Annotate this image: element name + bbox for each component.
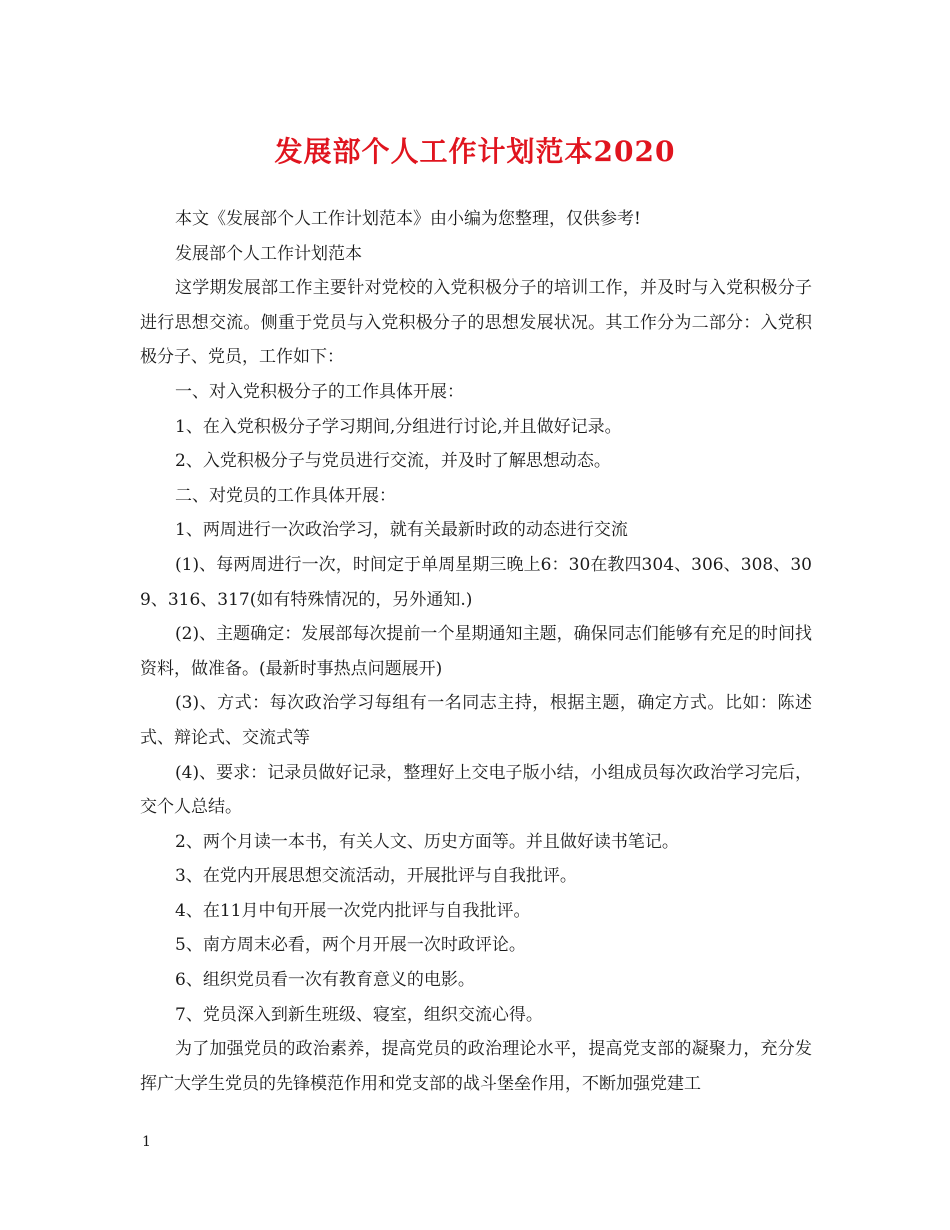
paragraph-section-one-heading: 一、对入党积极分子的工作具体开展： (175, 381, 464, 402)
paragraph-subitem: (3)、方式：每次政治学习每组有一名同志主持，根据主题，确定方式。比如：陈述式、辩论式、交流式等 (140, 693, 812, 748)
paragraph-item: 5、南方周末必看，两个月开展一次时政评论。 (175, 935, 526, 956)
paragraph-subitem: (4)、要求：记录员做好记录，整理好上交电子版小结，小组成员每次政治学习完后，交个人总结。 (140, 762, 812, 818)
paragraph-closing: 为了加强党员的政治素养，提高党员的政治理论水平，提高党支部的凝聚力，充分发挥广大学生党员的先锋模范作用和党支部的战斗堡垒作用，不断加强党建工 (140, 1039, 812, 1094)
paragraph-section-two-heading: 二、对党员的工作具体开展： (175, 485, 396, 506)
paragraph-item: 3、在党内开展思想交流活动，开展批评与自我批评。 (175, 866, 577, 887)
paragraph-item: 4、在11月中旬开展一次党内批评与自我批评。 (175, 900, 531, 921)
paragraph-subitem: (1)、每两周进行一次，时间定于单周星期三晚上6：30在教四304、306、308、309、316、317(如有特殊情况的，另外通知.) (140, 554, 812, 610)
paragraph-item: 7、党员深入到新生班级、寝室，组织交流心得。 (175, 1004, 543, 1025)
page-number: 1 (142, 1134, 151, 1150)
paragraph-subtitle: 发展部个人工作计划范本 (175, 243, 362, 264)
page-title: 发展部个人工作计划范本2020 (274, 135, 676, 168)
document-body (140, 202, 812, 1101)
paragraph-item: 2、两个月读一本书，有关人文、历史方面等。并且做好读书笔记。 (175, 831, 679, 852)
paragraph-overview: 这学期发展部工作主要针对党校的入党积极分子的培训工作，并及时与入党积极分子进行思想交流。侧重于党员与入党积极分子的思想发展状况。其工作分为二部分：入党积极分子、党员，工作如下： (140, 278, 812, 368)
paragraph-item: 1、两周进行一次政治学习，就有关最新时政的动态进行交流 (175, 520, 628, 541)
paragraph-item: 6、组织党员看一次有教育意义的电影。 (175, 970, 475, 991)
paragraph-subitem: (2)、主题确定：发展部每次提前一个星期通知主题，确保同志们能够有充足的时间找资料，做准备。(最新时事热点问题展开) (140, 624, 812, 679)
paragraph-item: 2、入党积极分子与党员进行交流，并及时了解思想动态。 (175, 451, 611, 472)
paragraph-item: 1、在入党积极分子学习期间,分组进行讨论,并且做好记录。 (175, 416, 622, 437)
paragraph-intro: 本文《发展部个人工作计划范本》由小编为您整理，仅供参考! (175, 209, 641, 229)
